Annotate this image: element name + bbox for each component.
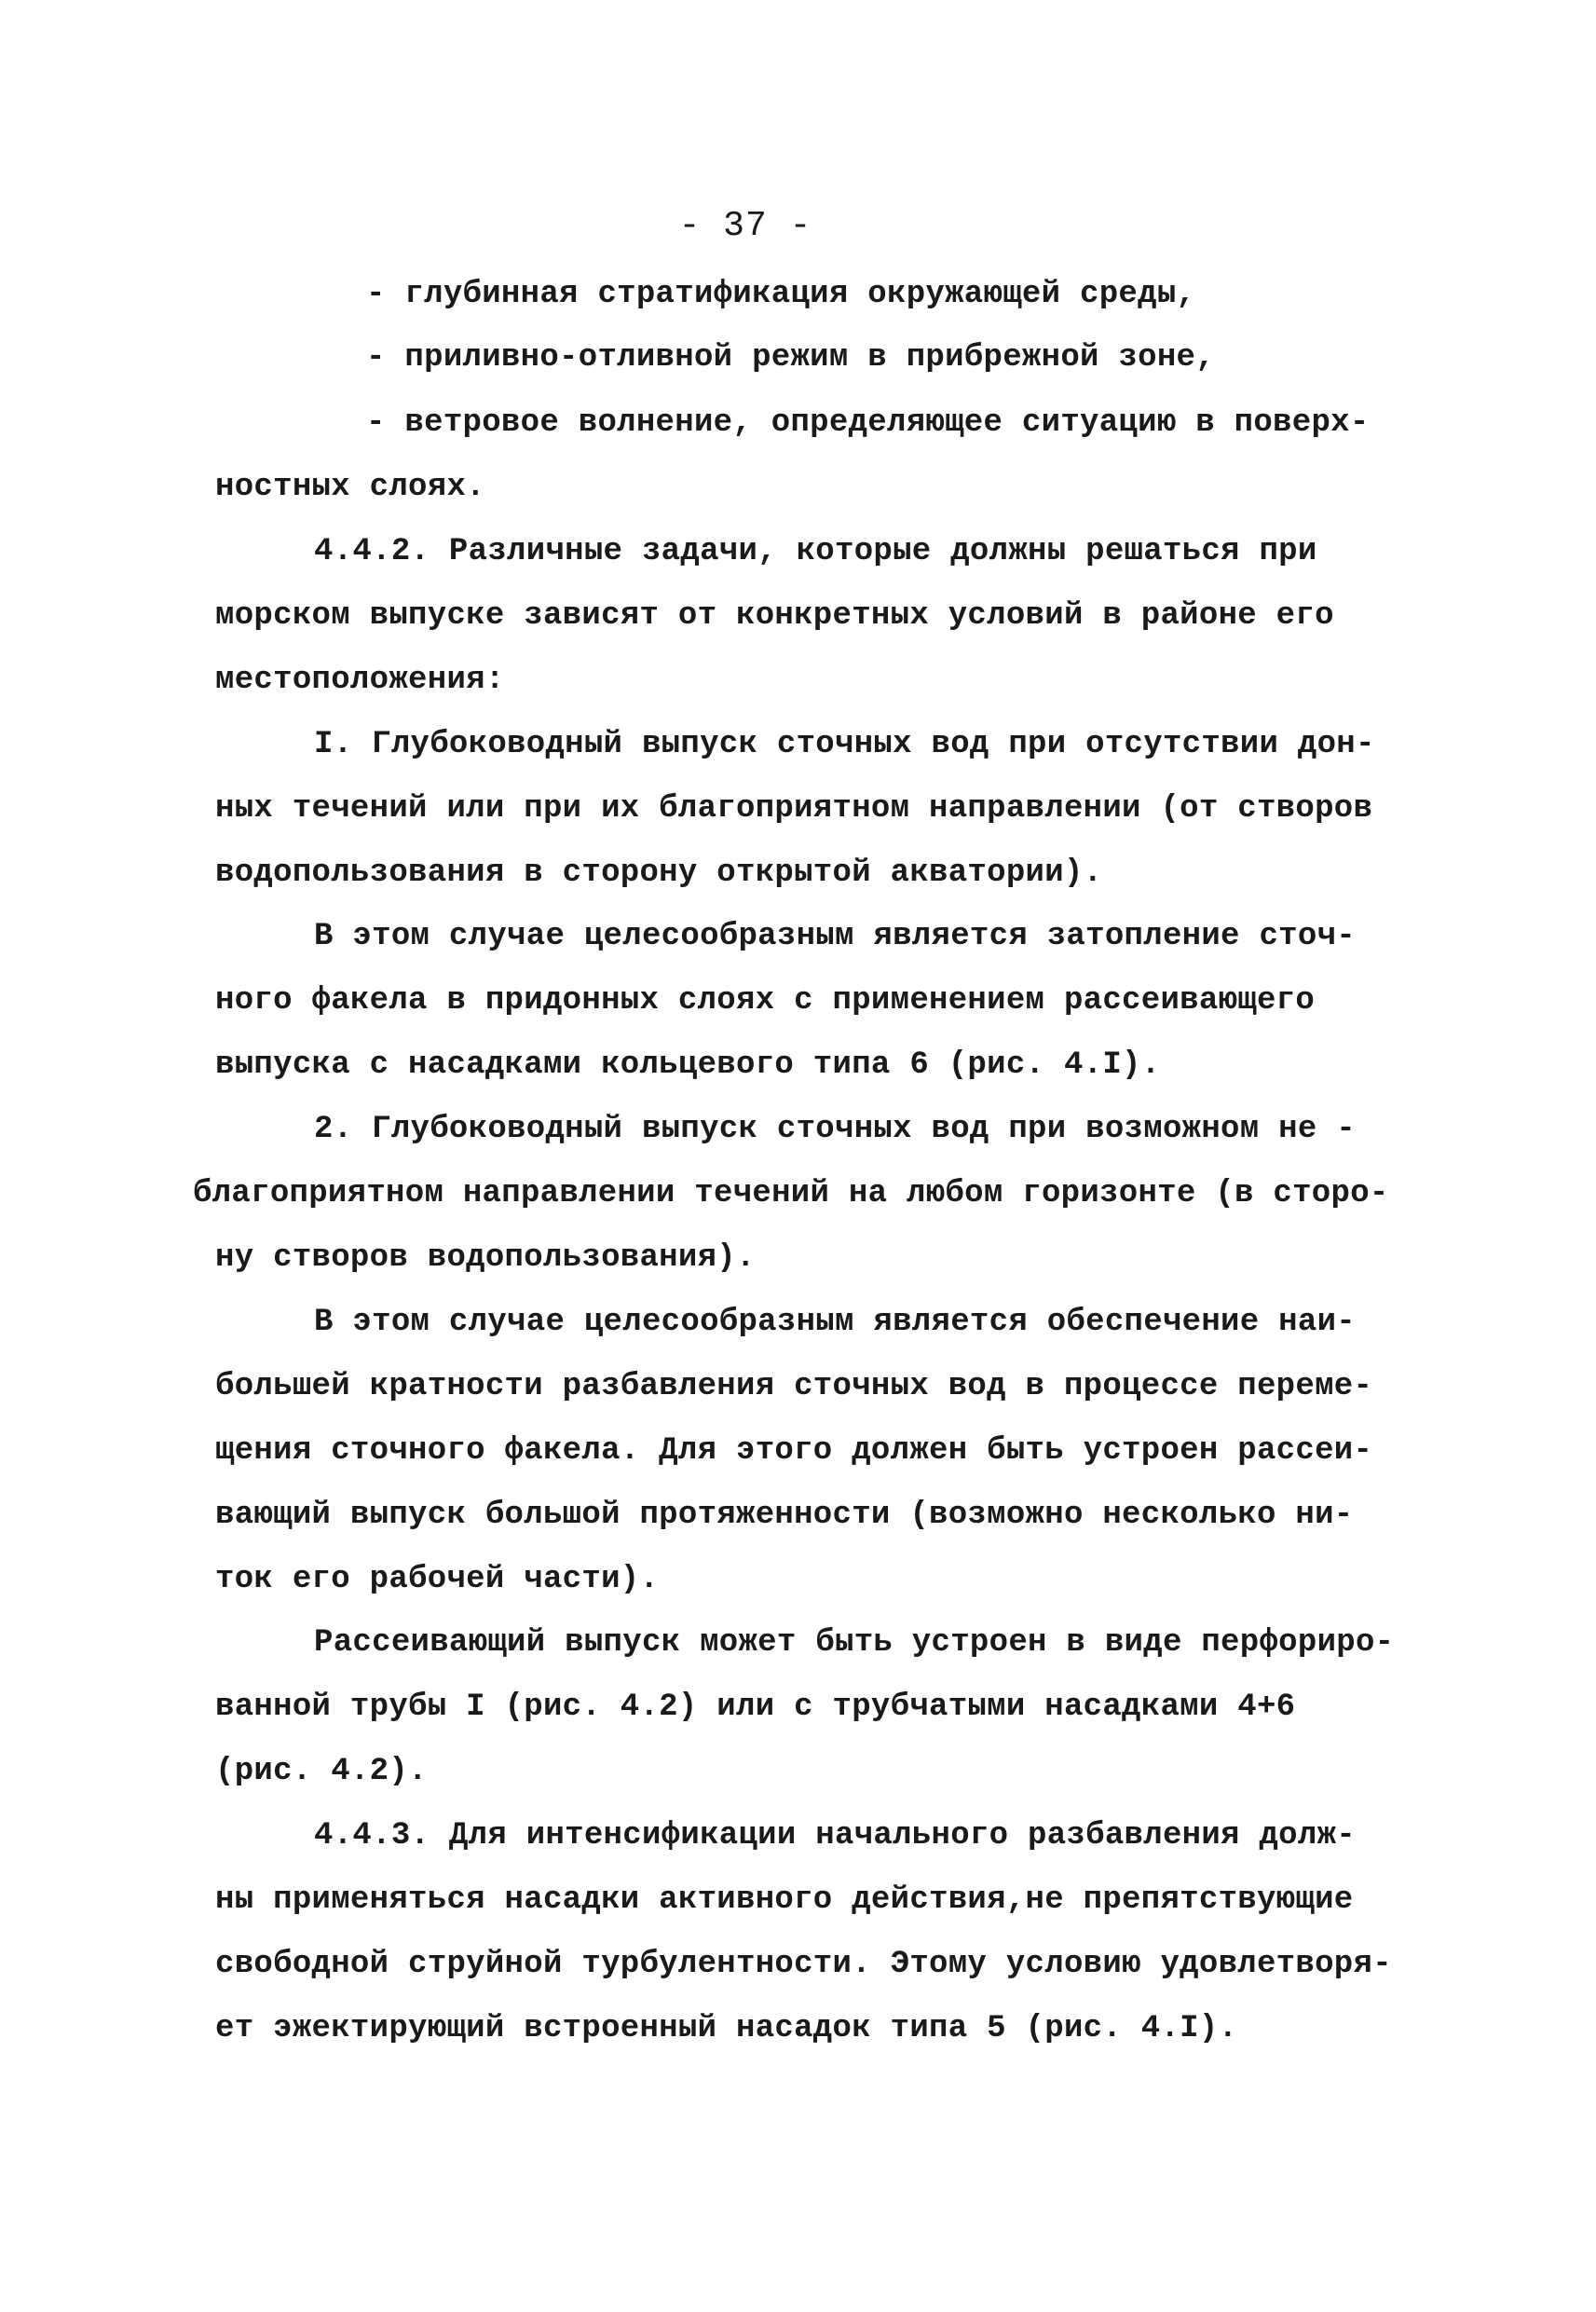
text-line: 4.4.2. Различные задачи, которые должны решаться при [314,534,1317,569]
text-line: ванной трубы I (рис. 4.2) или с трубчатыми насадками 4+6 [215,1690,1296,1725]
text-line: водопользования в сторону открытой акватории). [215,855,1103,891]
text-line: - глубинная стратификация окружающей среды, [366,277,1196,312]
text-line: выпуска с насадками кольцевого типа 6 (рис. 4.I). [215,1047,1161,1083]
text-line: морском выпуске зависят от конкретных условий в районе его [215,598,1334,634]
text-line: В этом случае целесообразным является затопление сточ- [314,919,1356,954]
text-line: ностных слоях. [215,470,485,505]
text-line: свободной струйной турбулентности. Этому условию удовлетворя- [215,1947,1392,1982]
text-line: I. Глубоководный выпуск сточных вод при отсутствии дон- [314,727,1375,762]
text-line: 4.4.3. Для интенсификации начального разбавления долж- [314,1818,1356,1854]
text-line: ток его рабочей части). [215,1562,660,1597]
page-number: - 37 - [678,206,812,246]
text-line: ну створов водопользования). [215,1240,756,1276]
text-line: (рис. 4.2). [215,1754,428,1789]
text-line: вающий выпуск большой протяженности (возможно несколько ни- [215,1498,1354,1533]
text-line: - ветровое волнение, определяющее ситуацию в поверх- [366,405,1370,441]
text-line: Рассеивающий выпуск может быть устроен в виде перфориро- [314,1625,1395,1661]
text-line: В этом случае целесообразным является обеспечение наи- [314,1305,1356,1340]
text-line: ет эжектирующий встроенный насадок типа 5 (рис. 4.I). [215,2011,1238,2046]
text-line: - приливно-отливной режим в прибрежной зоне, [366,340,1215,376]
text-line: ны применяться насадки активного действия,не препятствующие [215,1882,1354,1918]
text-line: 2. Глубоководный выпуск сточных вод при возможном не - [314,1112,1356,1147]
text-line: щения сточного факела. Для этого должен быть устроен рассеи- [215,1433,1373,1469]
text-line: большей кратности разбавления сточных вод в процессе переме- [215,1369,1373,1404]
text-line: местоположения: [215,663,505,698]
text-line: благоприятном направлении течений на любом горизонте (в сторо- [193,1176,1389,1211]
text-line: ного факела в придонных слоях с применением рассеивающего [215,983,1316,1019]
text-line: ных течений или при их благоприятном направлении (от створов [215,791,1373,827]
